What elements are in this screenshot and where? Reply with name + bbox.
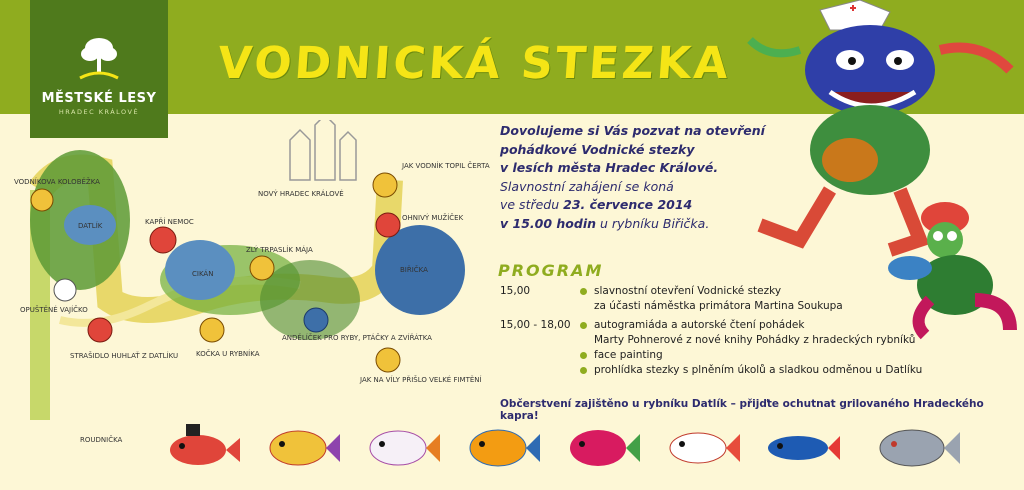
- map-label: KOČKA U RYBNÍKA: [196, 350, 260, 358]
- bullet-icon: [580, 322, 587, 329]
- bullet-icon: [580, 288, 587, 295]
- program-time: 15,00 - 18,00: [500, 319, 571, 331]
- fish-icon: [460, 420, 540, 470]
- invite-line: pohádkové Vodnické stezky: [500, 141, 695, 157]
- program-item: [500, 318, 930, 348]
- program-text: slavnostní otevření Vodnické stezky: [594, 285, 782, 297]
- program-list: [500, 284, 930, 378]
- invite-line: v lesích města Hradec Králové.: [500, 160, 719, 175]
- invite-line: Dovolujeme si Vás pozvat na otevření: [500, 123, 765, 138]
- map-label: CIKÁN: [192, 270, 214, 278]
- logo-city: HRADEC KRÁLOVÉ: [58, 108, 140, 116]
- bullet-icon: [580, 352, 587, 359]
- fish-icon: [660, 420, 740, 470]
- refreshment-note: Občerstvení zajištěno u rybníku Datlík – přijďte ochutnat grilovaného Hradeckého kapra!: [500, 398, 984, 422]
- invite-line: Slavnostní zahájení se koná: [500, 178, 674, 194]
- logo-name: MĚSTSKÉ LESY: [41, 91, 157, 106]
- invite-line: v 15.00 hodin u rybníku Biřička.: [500, 215, 710, 231]
- map-label: BIŘIČKA: [400, 266, 428, 274]
- map-label: DATLÍK: [78, 222, 103, 230]
- program-text: prohlídka stezky s plněním úkolů a sladkou odměnou u Datlíku: [594, 364, 923, 376]
- map-label: NOVÝ HRADEC KRÁLOVÉ: [258, 190, 344, 198]
- fish-icon: [870, 420, 960, 475]
- map-label: ROUDNIČKA: [80, 436, 123, 444]
- map-label: OHNIVÝ MUŽÍČEK: [402, 214, 464, 222]
- invitation-text: [500, 122, 800, 233]
- map-label: ANDĚLÍČEK PRO RYBY, PTÁČKY A ZVÍŘÁTKA: [282, 334, 432, 342]
- map-label: VODNÍKOVA KOLOBĚŽKA: [14, 178, 100, 186]
- program-sub: Marty Pohnerové z nové knihy Pohádky z hradeckých rybníků: [594, 334, 916, 346]
- program-item: [500, 363, 930, 378]
- map-label: JAK VODNÍK TOPIL ČERTA: [402, 162, 490, 170]
- bullet-icon: [580, 367, 587, 374]
- program-text: autogramiáda a autorské čtení pohádek: [594, 319, 805, 331]
- fish-icon: [360, 420, 440, 470]
- program-item: [500, 284, 930, 314]
- fish-icon: [560, 420, 640, 470]
- program-sub: za účasti náměstka primátora Martina Soukupa: [594, 300, 843, 312]
- map-label: JAK NA VÍLY PŘIŠLO VELKÉ FIMTĚNÍ: [360, 376, 482, 384]
- tree-icon: [76, 34, 122, 82]
- program-title: PROGRAM: [498, 261, 604, 280]
- map-label: OPUŠTĚNÉ VAJÍČKO: [20, 306, 88, 314]
- program-text: face painting: [594, 349, 663, 361]
- map-label: ZLÝ TRPASLÍK MÁJA: [246, 246, 313, 254]
- map-label: KAPŘÍ NEMOC: [145, 218, 194, 226]
- program-time: 15,00: [500, 285, 531, 297]
- logo: [30, 0, 168, 138]
- invite-line: ve středu 23. července 2014: [500, 197, 693, 212]
- map-label: STRAŠIDLO HUHLAŤ Z DATLÍKU: [70, 352, 179, 360]
- fish-icon: [160, 420, 240, 470]
- page-title: VODNICKÁ STEZKA: [216, 38, 733, 89]
- fish-illustrations: [150, 420, 1000, 486]
- fish-icon: [760, 420, 840, 470]
- fish-icon: [260, 420, 340, 470]
- program-item: [500, 348, 930, 363]
